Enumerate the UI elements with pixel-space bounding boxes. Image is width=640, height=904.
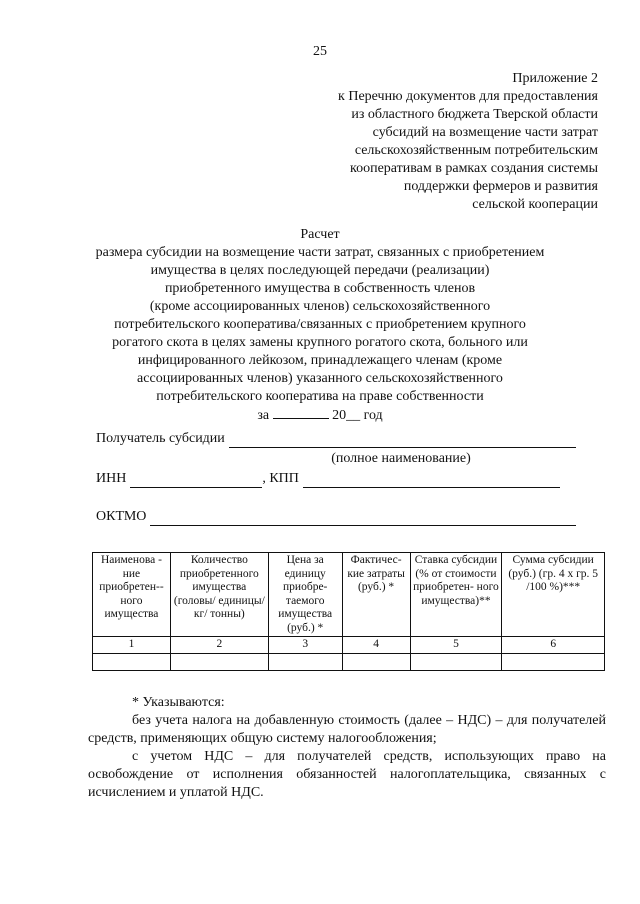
footnote-paragraph: с учетом НДС – для получателей средств, использующих право на освобождение от исполнения обязанностей налогоплательщика, связанных с исчислением и уплатой НДС. (88, 749, 606, 800)
appendix-line: сельской кооперации (472, 197, 598, 212)
oktmo-label: ОКТМО (96, 509, 147, 524)
appendix-header (268, 70, 598, 214)
table-header-cell: Фактичес- кие затраты (руб.) * (342, 553, 410, 637)
table-header-cell: Ставка субсидии (% от стоимости приобретен- ного имущества)** (410, 553, 502, 637)
inn-field[interactable] (130, 475, 262, 488)
column-number-cell: 4 (342, 637, 410, 654)
table-cell[interactable] (93, 654, 171, 671)
appendix-line: субсидий на возмещение части затрат (372, 125, 598, 140)
inn-kpp-row (96, 470, 576, 488)
table-cell[interactable] (502, 654, 605, 671)
table-header-cell: Наименова - ние приобретен-- ного имущества (93, 553, 171, 637)
period-year: 20__ (332, 408, 361, 423)
recipient-label: Получатель субсидии (96, 431, 225, 446)
recipient-caption: (полное наименование) (331, 451, 471, 466)
appendix-line: к Перечню документов для предоставления (338, 89, 598, 104)
oktmo-field[interactable] (150, 513, 576, 526)
table-cell[interactable] (342, 654, 410, 671)
kpp-field[interactable] (303, 475, 560, 488)
column-number-cell: 3 (268, 637, 342, 654)
calculation-line: приобретенного имущества в собственность членов (164, 281, 476, 296)
table-header-cell: Цена за единицу приобре- таемого имущества (руб.) * (268, 553, 342, 637)
recipient-block (96, 430, 576, 526)
appendix-line: Приложение 2 (512, 71, 598, 86)
column-number-cell: 6 (502, 637, 605, 654)
period-blank-field[interactable] (273, 406, 329, 419)
calculation-line: имущества в целях последующей передачи (реализации) (150, 263, 490, 278)
footnotes (88, 694, 606, 802)
column-number-cell: 2 (170, 637, 268, 654)
calculation-line: ассоциированных членов) указанного сельскохозяйственного (137, 371, 503, 386)
period-suffix: год (363, 408, 383, 423)
calculation-title-block (70, 226, 570, 425)
calculation-title: Расчет (300, 227, 340, 242)
calculation-line: (кроме ассоциированных членов) сельскохозяйственного (149, 299, 491, 314)
column-number-cell: 1 (93, 637, 171, 654)
table-row (93, 654, 605, 671)
table-column-number-row (93, 637, 605, 654)
calculation-line: инфицированного лейкозом, принадлежащего членам (кроме (137, 353, 503, 368)
table-header-cell: Сумма субсидии (руб.) (гр. 4 х гр. 5 /100 %)*** (502, 553, 605, 637)
period-line (70, 406, 570, 425)
recipient-name-field[interactable] (229, 435, 576, 448)
calculation-line: размера субсидии на возмещение части затрат, связанных с приобретением (95, 245, 545, 260)
footnote-heading: * Указываются: (132, 695, 225, 710)
table-header-row (93, 553, 605, 637)
appendix-line: сельскохозяйственным потребительским (354, 143, 598, 158)
page-number: 25 (313, 44, 327, 59)
calculation-line: потребительского кооператива/связанных с приобретением крупного (114, 317, 526, 332)
kpp-label: , КПП (262, 471, 299, 486)
column-number-cell: 5 (410, 637, 502, 654)
appendix-line: из областного бюджета Тверской области (351, 107, 598, 122)
inn-label: ИНН (96, 471, 127, 486)
recipient-row (96, 430, 576, 448)
calculation-line: потребительского кооператива на праве собственности (156, 389, 484, 404)
period-prefix: за (257, 408, 270, 423)
calculation-line: рогатого скота в целях замены крупного рогатого скота, больного или (112, 335, 528, 350)
appendix-line: поддержки фермеров и развития (403, 179, 598, 194)
table-cell[interactable] (170, 654, 268, 671)
table-cell[interactable] (268, 654, 342, 671)
table-cell[interactable] (410, 654, 502, 671)
calculation-table (92, 552, 605, 671)
oktmo-row (96, 508, 576, 526)
table-header-cell: Количество приобретенного имущества (головы/ единицы/кг/ тонны) (170, 553, 268, 637)
footnote-paragraph: без учета налога на добавленную стоимость (далее – НДС) – для получателей средств, применяющих общую систему налогообложения; (88, 713, 606, 746)
appendix-line: кооперативам в рамках создания системы (349, 161, 598, 176)
